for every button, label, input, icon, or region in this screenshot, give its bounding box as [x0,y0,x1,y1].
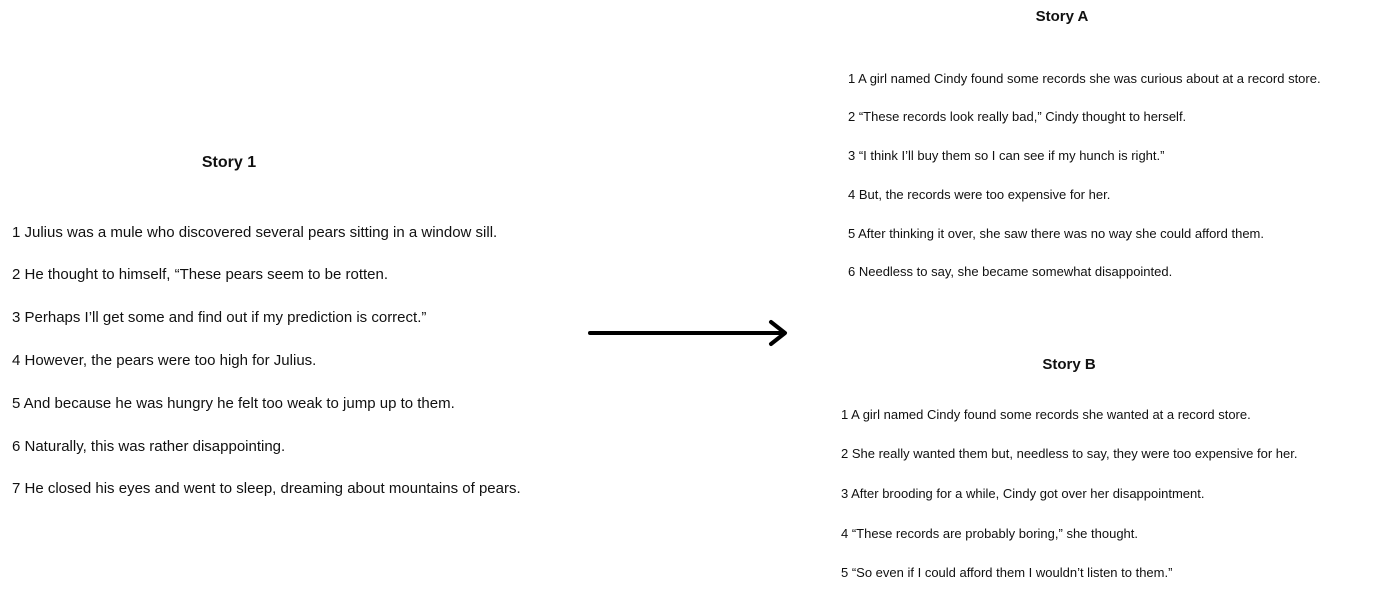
story-1-line: 3 Perhaps I’ll get some and find out if my prediction is correct.” [12,309,427,326]
story-a-line: 5 After thinking it over, she saw there was no way she could afford them. [848,226,1264,241]
story-b-title: Story B [1042,356,1096,373]
story-1-line: 6 Naturally, this was rather disappointing. [12,438,286,455]
story-1-line: 7 He closed his eyes and went to sleep, dreaming about mountains of pears. [12,480,521,497]
story-1-line: 1 Julius was a mule who discovered several pears sitting in a window sill. [12,224,498,241]
story-a-title: Story A [1035,8,1089,25]
story-1-line: 2 He thought to himself, “These pears seem to be rotten. [12,266,389,283]
story-b-line: 5 “So even if I could afford them I wouldn’t listen to them.” [841,565,1173,580]
story-b-line: 4 “These records are probably boring,” she thought. [841,526,1139,541]
story-b-line: 3 After brooding for a while, Cindy got over her disappointment. [841,486,1205,501]
story-1-line: 5 And because he was hungry he felt too weak to jump up to them. [12,395,455,412]
story-a-line: 3 “I think I’ll buy them so I can see if my hunch is right.” [848,148,1165,163]
story-1-line: 4 However, the pears were too high for Julius. [12,352,317,369]
story-a-line: 4 But, the records were too expensive for her. [848,187,1111,202]
story-a-line: 2 “These records look really bad,” Cindy thought to herself. [848,109,1187,124]
story-b-line: 2 She really wanted them but, needless to say, they were too expensive for her. [841,446,1298,461]
story-1-title: Story 1 [201,154,257,171]
story-b-line: 1 A girl named Cindy found some records she wanted at a record store. [841,407,1251,422]
right-arrow-icon [588,318,792,353]
story-a-line: 6 Needless to say, she became somewhat disappointed. [848,264,1173,279]
story-a-line: 1 A girl named Cindy found some records she was curious about at a record store. [848,71,1321,86]
